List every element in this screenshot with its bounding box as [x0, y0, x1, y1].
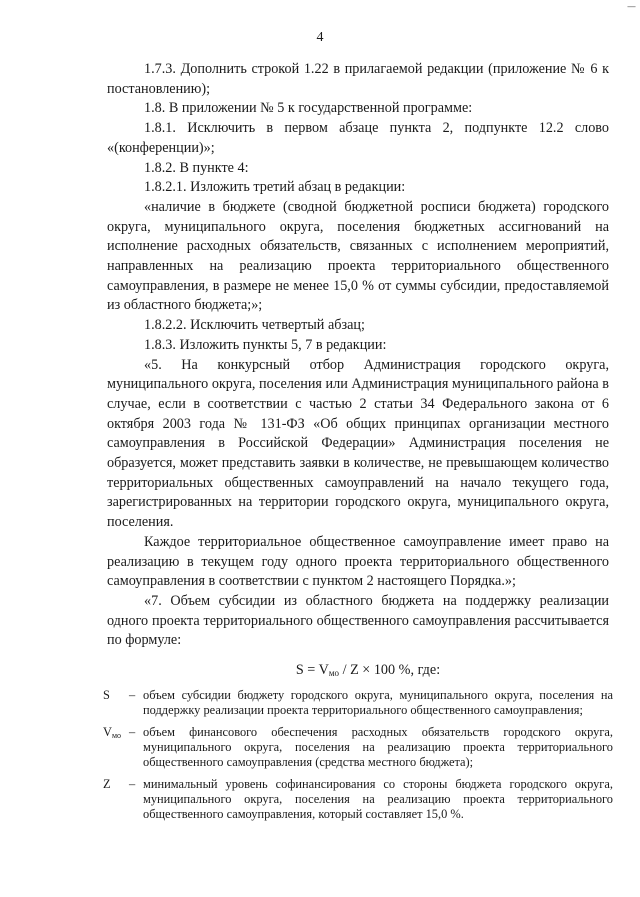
definition-row [103, 777, 613, 822]
paragraph-1-8-3: 1.8.3. Изложить пункты 5, 7 в редакции: [144, 336, 387, 353]
paragraph-item-5: «5. На конкурсный отбор Администрация городского округа, муниципального округа, поселения или Администрация муниципального района в случае, если в соответствии с частью 2 статьи 34 Федерального закона от 6 октября 2003 года № 131-ФЗ «Об общих принципах организации местного самоуправления в Российской Федерации» Администрация поселения не образуется, может представить заявки в количестве, не превышающем количество территориальных общественных самоуправлений на начало текущего года, зарегистрированных на территории городского округа, муниципального округа, поселения. [107, 356, 609, 531]
paragraph-quote-budget: «наличие в бюджете (сводной бюджетной росписи бюджета) городского округа, муниципального округа, поселения бюджетных ассигнований на исполнение расходных обязательств, связанных с исполнением мероприятий, направленных на реализацию проекта территориального общественного самоуправления, в размере не менее 15,0 % от суммы субсидии, предоставляемой из областного бюджета;»; [107, 198, 609, 314]
subsidy-formula [107, 655, 609, 685]
page-number: 4 [316, 30, 324, 45]
paragraph-1-8-2-2: 1.8.2.2. Исключить четвертый абзац; [144, 317, 365, 334]
formula-subscript: мо [328, 668, 340, 679]
definition-row [103, 688, 613, 718]
definition-symbol: S [103, 688, 110, 702]
paragraph-each-tos: Каждое территориальное общественное самоуправление имеет право на реализацию в текущем году одного проекта территориального общественного самоуправления в соответствии с пунктом 2 настоящего Порядка.»; [107, 533, 609, 590]
definition-dash: – [129, 777, 136, 791]
definition-dash: – [129, 725, 136, 739]
definition-dash: – [129, 688, 136, 702]
definition-row [103, 725, 613, 770]
definition-symbol: $V_{мо}$ [103, 725, 122, 740]
paragraph-1-7-3: 1.7.3. Дополнить строкой 1.22 в прилагаемой редакции (приложение № 6 к постановлению); [107, 61, 609, 97]
paragraph-item-7: «7. Объем субсидии из областного бюджета на поддержку реализации одного проекта территориального общественного самоуправления рассчитывается по формуле: [107, 592, 609, 649]
corner-mark: — [627, 2, 636, 12]
definition-text: минимальный уровень софинансирования со стороны бюджета городского округа, муниципального округа, поселения на реализацию проекта территориального общественного самоуправления, который составляет 15,0 %. [143, 777, 613, 821]
document-body [107, 60, 609, 685]
definition-text: объем финансового обеспечения расходных обязательств городского округа, муниципального округа, поселения на реализацию проекта территориального общественного самоуправления (средства местного бюджета); [143, 725, 613, 769]
definition-symbol: Z [103, 777, 111, 791]
paragraph-1-8: 1.8. В приложении № 5 к государственной программе: [144, 100, 473, 117]
formula-rhs: / Z × 100 %, где: [339, 662, 441, 679]
definition-text: объем субсидии бюджету городского округа, муниципального округа, поселения на поддержку реализации проекта территориального общественного самоуправления; [143, 688, 613, 717]
formula-definitions [103, 688, 613, 829]
paragraph-1-8-1: 1.8.1. Исключить в первом абзаце пункта 2, подпункте 12.2 слово «(конференции)»; [107, 120, 609, 156]
formula-lhs: S = V [295, 662, 329, 679]
paragraph-1-8-2: 1.8.2. В пункте 4: [144, 159, 249, 176]
paragraph-1-8-2-1: 1.8.2.1. Изложить третий абзац в редакции: [144, 179, 406, 196]
